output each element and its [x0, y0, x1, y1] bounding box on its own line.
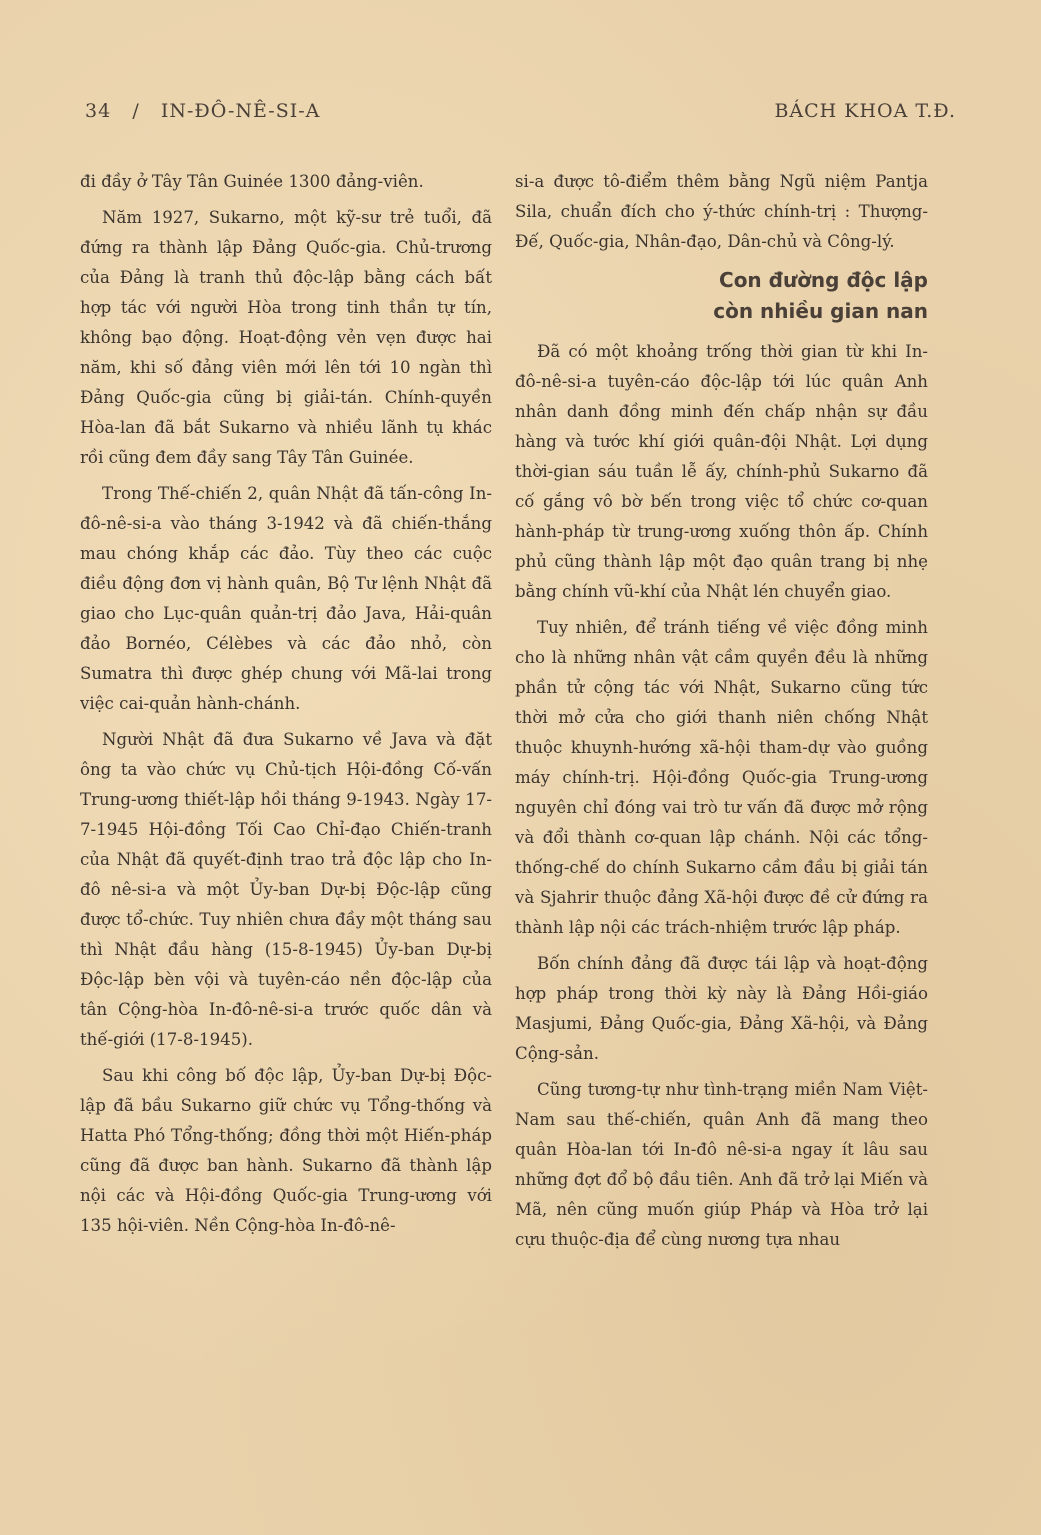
heading-line: Con đường độc lập — [719, 268, 928, 292]
paragraph: Tuy nhiên, để tránh tiếng về việc đồng minh cho là những nhân vật cầm quyền đều là những phần tử cộng tác với Nhật, Sukarno cũng tức thời mở cửa cho giới thanh niên chống Nhật thuộc khuynh-hướng xã-hội tham-dự vào guồng máy chính-trị. Hội-đồng Quốc-gia Trung-ương nguyên chỉ đóng vai trò tư vấn đã được mở rộng và đổi thành cơ-quan lập chánh. Nội các tổng-thống-chế do chính Sukarno cầm đầu bị giải tán và Sjahrir thuộc đảng Xã-hội được đề cử đứng ra thành lập nội các trách-nhiệm trước lập pháp. — [515, 618, 928, 937]
paragraph: Trong Thế-chiến 2, quân Nhật đã tấn-công In-đô-nê-si-a vào tháng 3-1942 và đã chiến-thắng mau chóng khắp các đảo. Tùy theo các cuộc điều động đơn vị hành quân, Bộ Tư lệnh Nhật đã giao cho Lục-quân quản-trị đảo Java, Hải-quân đảo Bornéo, Célèbes và các đảo nhỏ, còn Sumatra thì được ghép chung với Mã-lai trong việc cai-quản hành-chánh. — [80, 484, 492, 713]
right-column — [515, 167, 928, 1261]
section-title: IN-ĐÔ-NÊ-SI-A — [160, 100, 321, 122]
paragraph: Cũng tương-tự như tình-trạng miền Nam Việt-Nam sau thế-chiến, quân Anh đã mang theo quân Hòa-lan tới In-đô nê-si-a ngay ít lâu sau những đợt đổ bộ đầu tiên. Anh đã trở lại Miến và Mã, nên cũng muốn giúp Pháp và Hòa trở lại cựu thuộc-địa để cùng nương tựa nhau — [515, 1080, 928, 1249]
paragraph: Người Nhật đã đưa Sukarno về Java và đặt ông ta vào chức vụ Chủ-tịch Hội-đồng Cố-vấn Trung-ương thiết-lập hồi tháng 9-1943. Ngày 17-7-1945 Hội-đồng Tối Cao Chỉ-đạo Chiến-tranh của Nhật đã quyết-định trao trả độc lập cho In-đô nê-si-a và một Ủy-ban Dự-bị Độc-lập cũng được tổ-chức. Tuy nhiên chưa đầy một tháng sau thì Nhật đầu hàng (15-8-1945) Ủy-ban Dự-bị Độc-lập bèn vội và tuyên-cáo nền độc-lập của tân Cộng-hòa In-đô-nê-si-a trước quốc dân và thế-giới (17-8-1945). — [80, 730, 492, 1049]
paragraph: Đã có một khoảng trống thời gian từ khi In-đô-nê-si-a tuyên-cáo độc-lập tới lúc quân Anh nhân danh đồng minh đến chấp nhận sự đầu hàng và tước khí giới quân-đội Nhật. Lợi dụng thời-gian sáu tuần lễ ấy, chính-phủ Sukarno đã cố gắng vô bờ bến trong việc tổ chức cơ-quan hành-pháp từ trung-ương xuống thôn ấp. Chính phủ cũng thành lập một đạo quân trang bị nhẹ bằng chính vũ-khí của Nhật lén chuyển giao. — [515, 342, 928, 601]
paragraph: Bốn chính đảng đã được tái lập và hoạt-động hợp pháp trong thời kỳ này là Đảng Hồi-giáo Masjumi, Đảng Quốc-gia, Đảng Xã-hội, và Đảng Cộng-sản. — [515, 954, 928, 1063]
publication-name: BÁCH KHOA T.Đ. — [774, 100, 956, 122]
page-number: 34 — [85, 100, 112, 122]
running-header — [85, 100, 956, 134]
header-left — [85, 100, 320, 122]
header-separator: / — [132, 100, 140, 122]
paragraph: đi đầy ở Tây Tân Guinée 1300 đảng-viên. — [80, 172, 424, 191]
left-column — [80, 167, 492, 1247]
heading-line: còn nhiều gian nan — [713, 299, 928, 323]
paragraph: Sau khi công bố độc lập, Ủy-ban Dự-bị Độc-lập đã bầu Sukarno giữ chức vụ Tổng-thống và Hatta Phó Tổng-thống; đồng thời một Hiến-pháp cũng đã được ban hành. Sukarno đã thành lập nội các và Hội-đồng Quốc-gia Trung-ương với 135 hội-viên. Nền Cộng-hòa In-đô-nê- — [80, 1066, 492, 1235]
paragraph: si-a được tô-điểm thêm bằng Ngũ niệm Pantja Sila, chuẩn đích cho ý-thức chính-trị : Thượng-Đế, Quốc-gia, Nhân-đạo, Dân-chủ và Công-lý. — [515, 172, 928, 251]
section-heading — [515, 265, 928, 327]
paragraph: Năm 1927, Sukarno, một kỹ-sư trẻ tuổi, đã đứng ra thành lập Đảng Quốc-gia. Chủ-trương của Đảng là tranh thủ độc-lập bằng cách bất hợp tác với người Hòa trong tinh thần tự tín, không bạo động. Hoạt-động vẻn vẹn được hai năm, khi số đảng viên mới lên tới 10 ngàn thì Đảng Quốc-gia cũng bị giải-tán. Chính-quyền Hòa-lan đã bắt Sukarno và nhiều lãnh tụ khác rồi cũng đem đầy sang Tây Tân Guinée. — [80, 208, 492, 467]
